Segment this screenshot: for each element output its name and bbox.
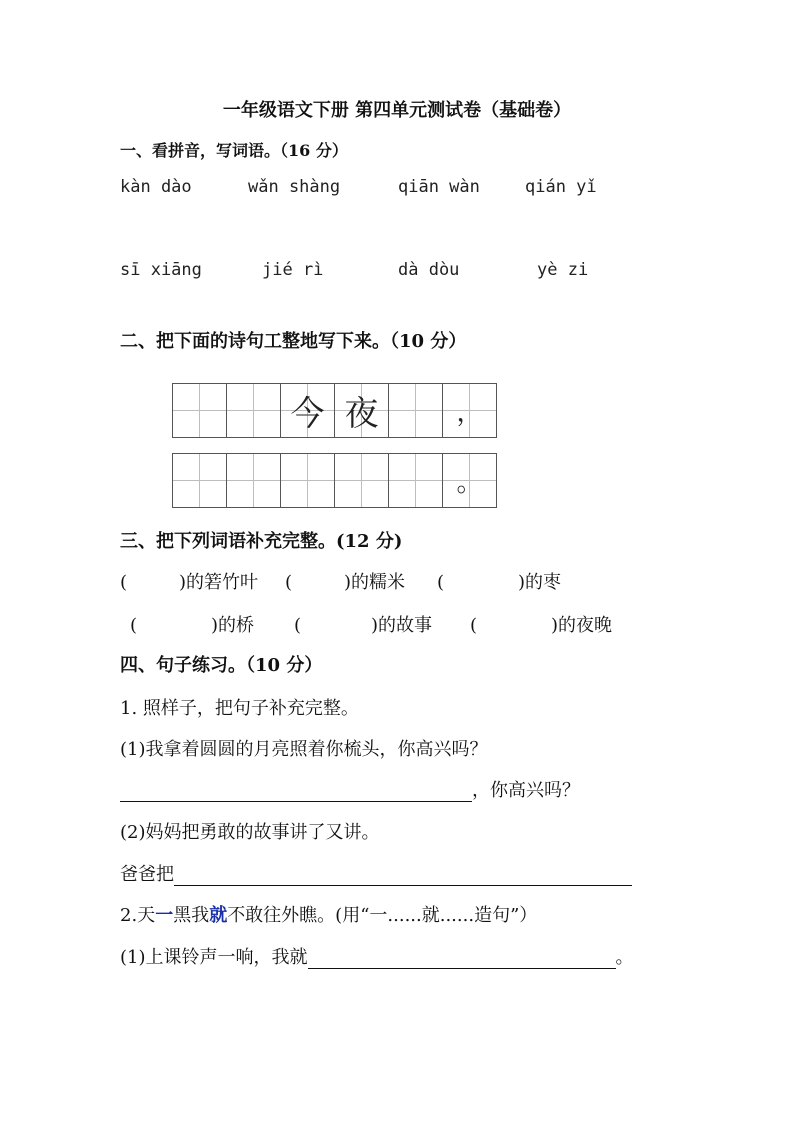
question-2: 2.天一黑我就不敢往外瞧。(用“一......就......造句”） — [120, 905, 538, 926]
fill-phrase: ( )的糯米 — [285, 572, 406, 593]
pinyin-item: qián yǐ — [525, 177, 597, 197]
writing-grid-row-1 — [172, 383, 497, 438]
writing-grid-row-2 — [172, 453, 497, 508]
writing-cell[interactable] — [173, 384, 227, 437]
fill-phrase: ( )的箬竹叶 — [120, 572, 259, 593]
writing-cell[interactable] — [173, 454, 227, 507]
pinyin-item: qiān wàn — [398, 177, 480, 197]
section-1-heading: 一、看拼音，写词语。（16 分） — [120, 141, 348, 160]
blank-line[interactable] — [308, 948, 616, 969]
fill-phrase: ( )的夜晚 — [470, 615, 613, 636]
pinyin-item: jié rì — [262, 260, 324, 280]
question-2-1: (1)上课铃声一响，我就 。 — [120, 947, 634, 968]
writing-cell[interactable] — [281, 454, 335, 507]
writing-cell: 夜 — [335, 384, 389, 437]
writing-cell: ， — [443, 384, 496, 437]
writing-cell[interactable] — [227, 384, 281, 437]
question-1-2: (2)妈妈把勇敢的故事讲了又讲。 — [120, 822, 380, 843]
page-title: 一年级语文下册 第四单元测试卷（基础卷） — [222, 100, 572, 121]
pinyin-item: dà dòu — [398, 260, 460, 280]
writing-cell[interactable] — [389, 384, 443, 437]
pinyin-item: wǎn shàng — [248, 177, 341, 197]
section-4-heading: 四、句子练习。（10 分） — [120, 655, 323, 676]
blank-line[interactable] — [120, 781, 472, 802]
writing-cell[interactable] — [389, 454, 443, 507]
answer-line-2: 爸爸把 — [120, 860, 632, 886]
fill-phrase: ( )的桥 — [130, 615, 255, 636]
pinyin-item: yè zi — [537, 260, 589, 280]
question-1-1: (1)我拿着圆圆的月亮照着你梳头，你高兴吗？ — [120, 739, 488, 760]
fill-phrase: ( )的枣 — [437, 572, 562, 593]
answer-line-1: ，你高兴吗？ — [120, 776, 580, 802]
writing-cell: 。 — [443, 454, 496, 507]
blank-line[interactable] — [174, 865, 632, 886]
writing-cell[interactable] — [227, 454, 281, 507]
writing-cell[interactable] — [335, 454, 389, 507]
writing-cell: 今 — [281, 384, 335, 437]
section-3-heading: 三、把下列词语补充完整。(12 分) — [120, 531, 403, 552]
section-2-heading: 二、把下面的诗句工整地写下来。（10 分） — [120, 331, 467, 352]
pinyin-item: sī xiāng — [120, 260, 202, 280]
fill-phrase: ( )的故事 — [294, 615, 433, 636]
question-1: 1. 照样子，把句子补充完整。 — [120, 698, 359, 719]
pinyin-item: kàn dào — [120, 177, 192, 197]
